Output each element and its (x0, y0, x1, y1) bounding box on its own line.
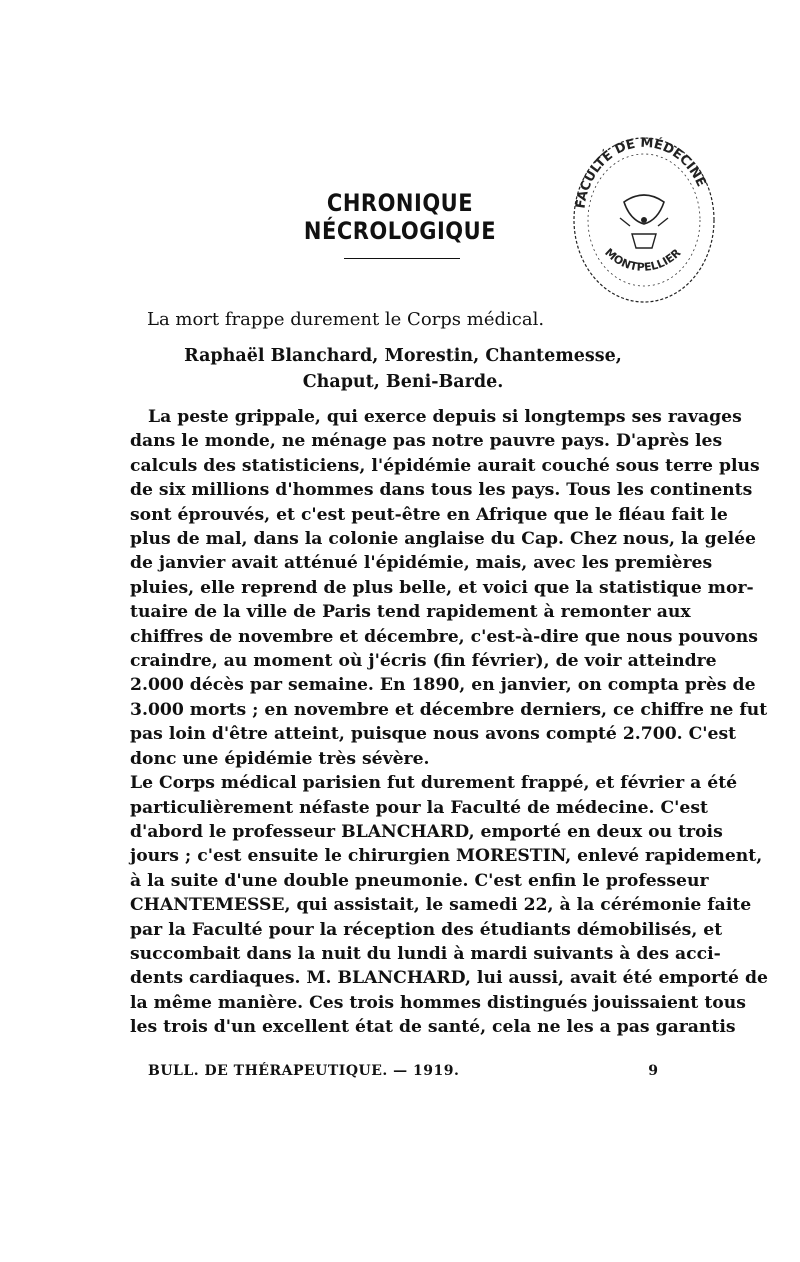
intro-sentence: La mort frappe durement le Corps médical. (147, 309, 545, 330)
body-line: pas loin d'être atteint, puisque nous avons compté 2.700. C'est (130, 724, 737, 745)
body-line: plus de mal, dans la colonie anglaise du Cap. Chez nous, la gelée (130, 529, 756, 550)
body-line: tuaire de la ville de Paris tend rapidement à remonter aux (130, 602, 691, 623)
library-stamp (562, 122, 722, 312)
body-line: les trois d'un excellent état de santé, cela ne les a pas garantis (130, 1017, 736, 1038)
body-line: donc une épidémie très sévère. (130, 748, 430, 769)
stamp-text-top: FACULTÉ DE MÉDECINE (573, 135, 709, 210)
body-line: dans le monde, ne ménage pas notre pauvre pays. D'après les (130, 431, 723, 452)
page-title: CHRONIQUE NÉCROLOGIQUE (303, 189, 497, 245)
body-line: particulièrement néfaste pour la Faculté de médecine. C'est (130, 797, 708, 818)
body-line: à la suite d'une double pneumonie. C'est enfin le professeur (130, 870, 709, 891)
body-line: pluies, elle reprend de plus belle, et voici que la statistique mor- (130, 577, 754, 598)
body-line: CHANTEMESSE, qui assistait, le samedi 22, à la cérémonie faite (130, 895, 752, 916)
body-line: par la Faculté pour la réception des étudiants démobilisés, et (130, 919, 723, 940)
stamp-text-bottom: MONTPELLIER (602, 245, 684, 274)
journal-running-footer: BULL. DE THÉRAPEUTIQUE. — 1919. (148, 1063, 460, 1079)
title-rule-divider (344, 258, 460, 259)
body-line: La peste grippale, qui exerce depuis si longtemps ses ravages (148, 407, 742, 427)
body-line: chiffres de novembre et décembre, c'est-à-dire que nous pouvons (130, 626, 758, 647)
body-line: calculs des statisticiens, l'épidémie aurait couché sous terre plus (130, 455, 760, 476)
body-line: de janvier avait atténué l'épidémie, mais, avec les premières (130, 553, 713, 574)
body-line: sont éprouvés, et c'est peut-être en Afrique que le fléau fait le (130, 504, 728, 525)
subtitle-line: Raphaël Blanchard, Morestin, Chantemesse, (184, 346, 622, 366)
body-line: dents cardiaques. M. BLANCHARD, lui aussi, avait été emporté de (130, 968, 768, 989)
body-line: la même manière. Ces trois hommes distingués jouissaient tous (130, 992, 746, 1013)
subtitle-line: Chaput, Beni-Barde. (302, 372, 504, 392)
body-line: craindre, au moment où j'écris (fin février), de voir atteindre (130, 651, 717, 672)
body-line: 3.000 morts ; en novembre et décembre derniers, ce chiffre ne fut (130, 699, 768, 720)
body-line: succombait dans la nuit du lundi à mardi suivants à des acci- (130, 943, 721, 964)
svg-text:MONTPELLIER (602, 246, 683, 274)
body-line: d'abord le professeur BLANCHARD, emporté en deux ou trois (130, 821, 723, 842)
body-line: jours ; c'est ensuite le chirurgien MORESTIN, enlevé rapidement, (130, 846, 763, 867)
body-line: 2.000 décès par semaine. En 1890, en janvier, on compta près de (130, 675, 756, 696)
article-body (130, 405, 768, 1040)
svg-text:FACULTÉ DE MÉDECINE (573, 136, 708, 210)
body-line: de six millions d'hommes dans tous les pays. Tous les continents (130, 480, 753, 501)
subtitle-names (130, 343, 676, 395)
page-number: 9 (648, 1063, 658, 1079)
body-line: Le Corps médical parisien fut durement frappé, et février a été (130, 773, 738, 794)
